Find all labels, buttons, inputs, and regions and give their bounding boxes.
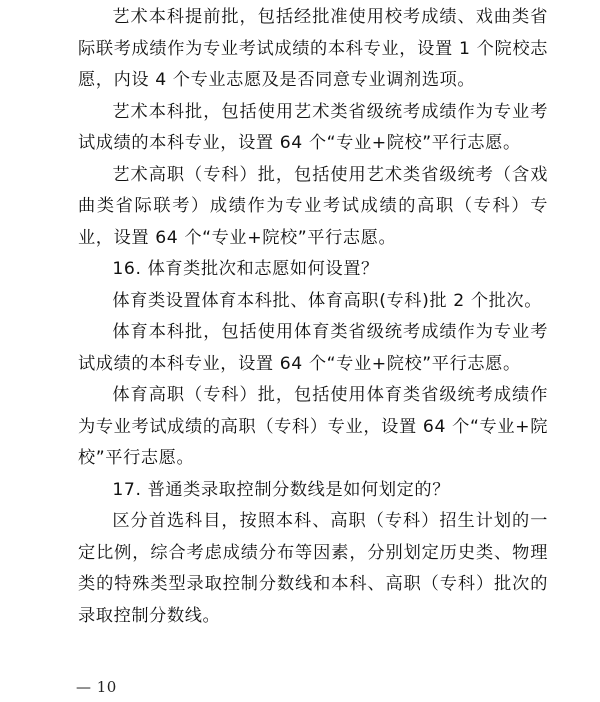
question-17-heading: 17. 普通类录取控制分数线是如何划定的？ xyxy=(112,479,450,500)
paragraph-art-undergraduate-batch: 艺术本科批，包括使用艺术类省级统考成绩作为专业考试成绩的本科专业，设置 64 个“专业+院校”平行志愿。 xyxy=(78,101,548,153)
paragraph-sports-undergraduate-batch: 体育本科批，包括使用体育类省级统考成绩作为专业考试成绩的本科专业，设置 64 个“专业+院校”平行志愿。 xyxy=(78,322,548,374)
paragraph-art-vocational-batch: 艺术高职（专科）批，包括使用艺术类省级统考（含戏曲类省际联考）成绩作为专业考试成绩的高职（专科）专业，设置 64 个“专业+院校”平行志愿。 xyxy=(78,164,548,248)
paragraph-sports-vocational-batch: 体育高职（专科）批，包括使用体育类省级统考成绩作为专业考试成绩的高职（专科）专业，设置 64 个“专业+院校”平行志愿。 xyxy=(78,385,548,468)
paragraph-sports-batches: 体育类设置体育本科批、体育高职(专科)批 2 个批次。 xyxy=(112,290,542,311)
question-16-heading: 16. 体育类批次和志愿如何设置？ xyxy=(112,259,379,279)
page-number: — 10 xyxy=(76,678,117,696)
paragraph-art-early-batch: 艺术本科提前批，包括经批准使用校考成绩、戏曲类省际联考成绩作为专业考试成绩的本科专业，设置 1 个院校志愿，内设 4 个专业志愿及是否同意专业调剂选项。 xyxy=(78,7,548,90)
document-body xyxy=(78,2,548,632)
paragraph-control-score-line: 区分首选科目，按照本科、高职（专科）招生计划的一定比例，综合考虑成绩分布等因素，分别划定历史类、物理类的特殊类型录取控制分数线和本科、高职（专科）批次的录取控制分数线。 xyxy=(78,511,548,626)
